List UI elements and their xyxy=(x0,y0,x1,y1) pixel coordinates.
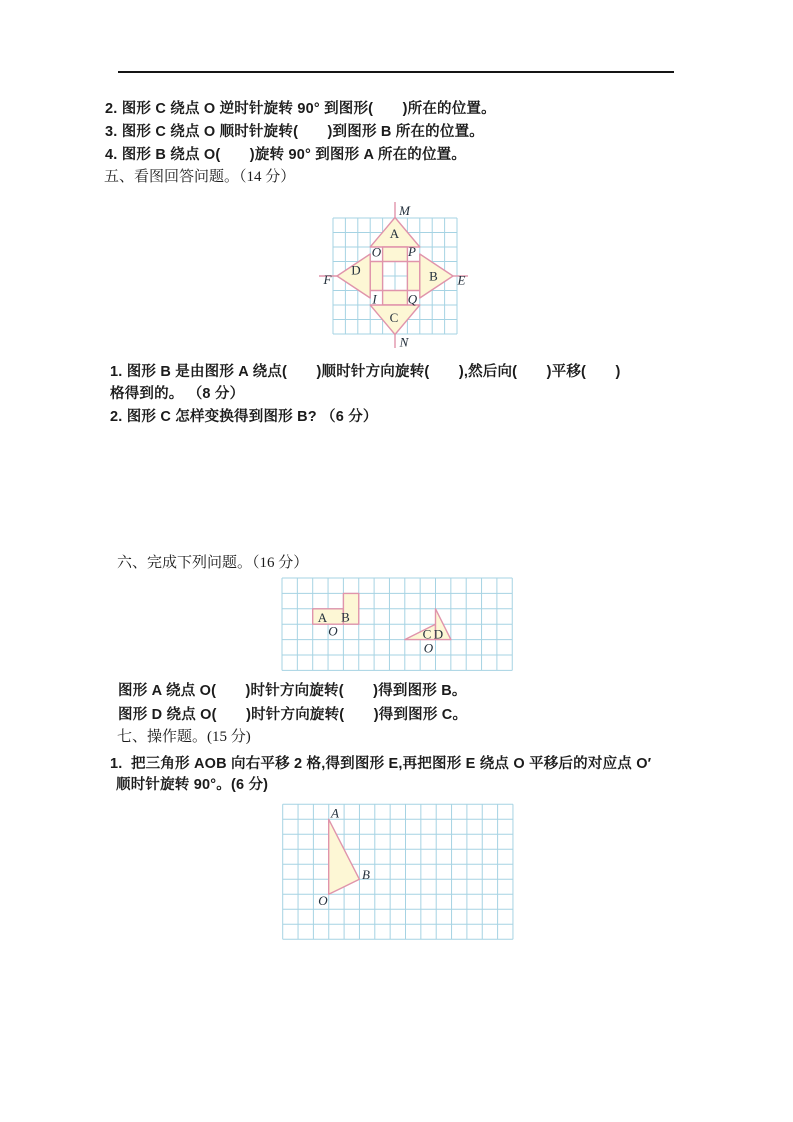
vertex-label-q: Q xyxy=(407,291,418,307)
center-label-o2: O xyxy=(423,640,434,656)
question-5-1-line1: 1. 图形 B 是由图形 A 绕点( )顺时针方向旋转( ),然后向( )平移( ) xyxy=(110,364,621,380)
shape-label-a: A xyxy=(389,226,400,241)
question-7-1-line1: 1. 把三角形 AOB 向右平移 2 格,得到图形 E,再把图形 E 绕点 O 平移后的对应点 O′ xyxy=(110,756,652,772)
top-divider-rule xyxy=(118,71,674,73)
shape-rect-right xyxy=(407,262,419,291)
shape-rect-top xyxy=(383,247,408,262)
question-6-1: 图形 A 绕点 O( )时针方向旋转( )得到图形 B。 xyxy=(118,683,467,699)
question-line-3: 3. 图形 C 绕点 O 顺时针旋转( )到图形 B 所在的位置。 xyxy=(105,124,484,140)
vertex-label-n: N xyxy=(399,334,409,350)
question-line-4: 4. 图形 B 绕点 O( )旋转 90° 到图形 A 所在的位置。 xyxy=(105,147,467,163)
vertex-label-b3: B xyxy=(362,867,370,882)
question-5-1-line2: 格得到的。 （8 分） xyxy=(110,386,245,402)
shape-label-b: B xyxy=(429,268,438,284)
vertex-label-i: I xyxy=(372,291,377,307)
figure-rotation-pairs xyxy=(274,570,524,678)
vertex-label-o: O xyxy=(371,244,382,260)
vertex-label-a3: A xyxy=(331,805,339,821)
figure-pinwheel xyxy=(315,196,485,354)
vertex-label-p: P xyxy=(408,244,416,259)
shape-rect-left xyxy=(370,262,382,291)
shape-label-b2: B xyxy=(341,609,350,625)
section-heading-7: 七、操作题。(15 分) xyxy=(117,729,251,745)
shape-label-a2: A xyxy=(317,610,328,625)
vertex-label-f: F xyxy=(323,272,332,287)
vertex-label-e: E xyxy=(457,272,466,288)
shape-rect-bottom xyxy=(383,291,408,306)
section-heading-6: 六、完成下列问题。（16 分） xyxy=(117,555,309,571)
question-6-2: 图形 D 绕点 O( )时针方向旋转( )得到图形 C。 xyxy=(118,707,468,723)
figure-triangle-aob xyxy=(274,796,522,948)
question-line-2: 2. 图形 C 绕点 O 逆时针旋转 90° 到图形( )所在的位置。 xyxy=(105,101,496,117)
grid-lines-fig3 xyxy=(283,804,513,939)
shape-label-c: C xyxy=(389,310,399,325)
center-label-o1: O xyxy=(328,623,338,639)
shape-label-d2: D xyxy=(433,626,444,642)
shape-label-d: D xyxy=(351,262,361,278)
vertex-label-m: M xyxy=(399,203,410,218)
vertex-label-o3: O xyxy=(318,893,328,908)
section-heading-5: 五、看图回答问题。（14 分） xyxy=(104,169,296,185)
question-7-1-line2: 顺时针旋转 90°。(6 分) xyxy=(116,777,269,793)
question-5-2: 2. 图形 C 怎样变换得到图形 B? （6 分） xyxy=(110,409,378,425)
shape-label-c2: C xyxy=(422,626,432,642)
